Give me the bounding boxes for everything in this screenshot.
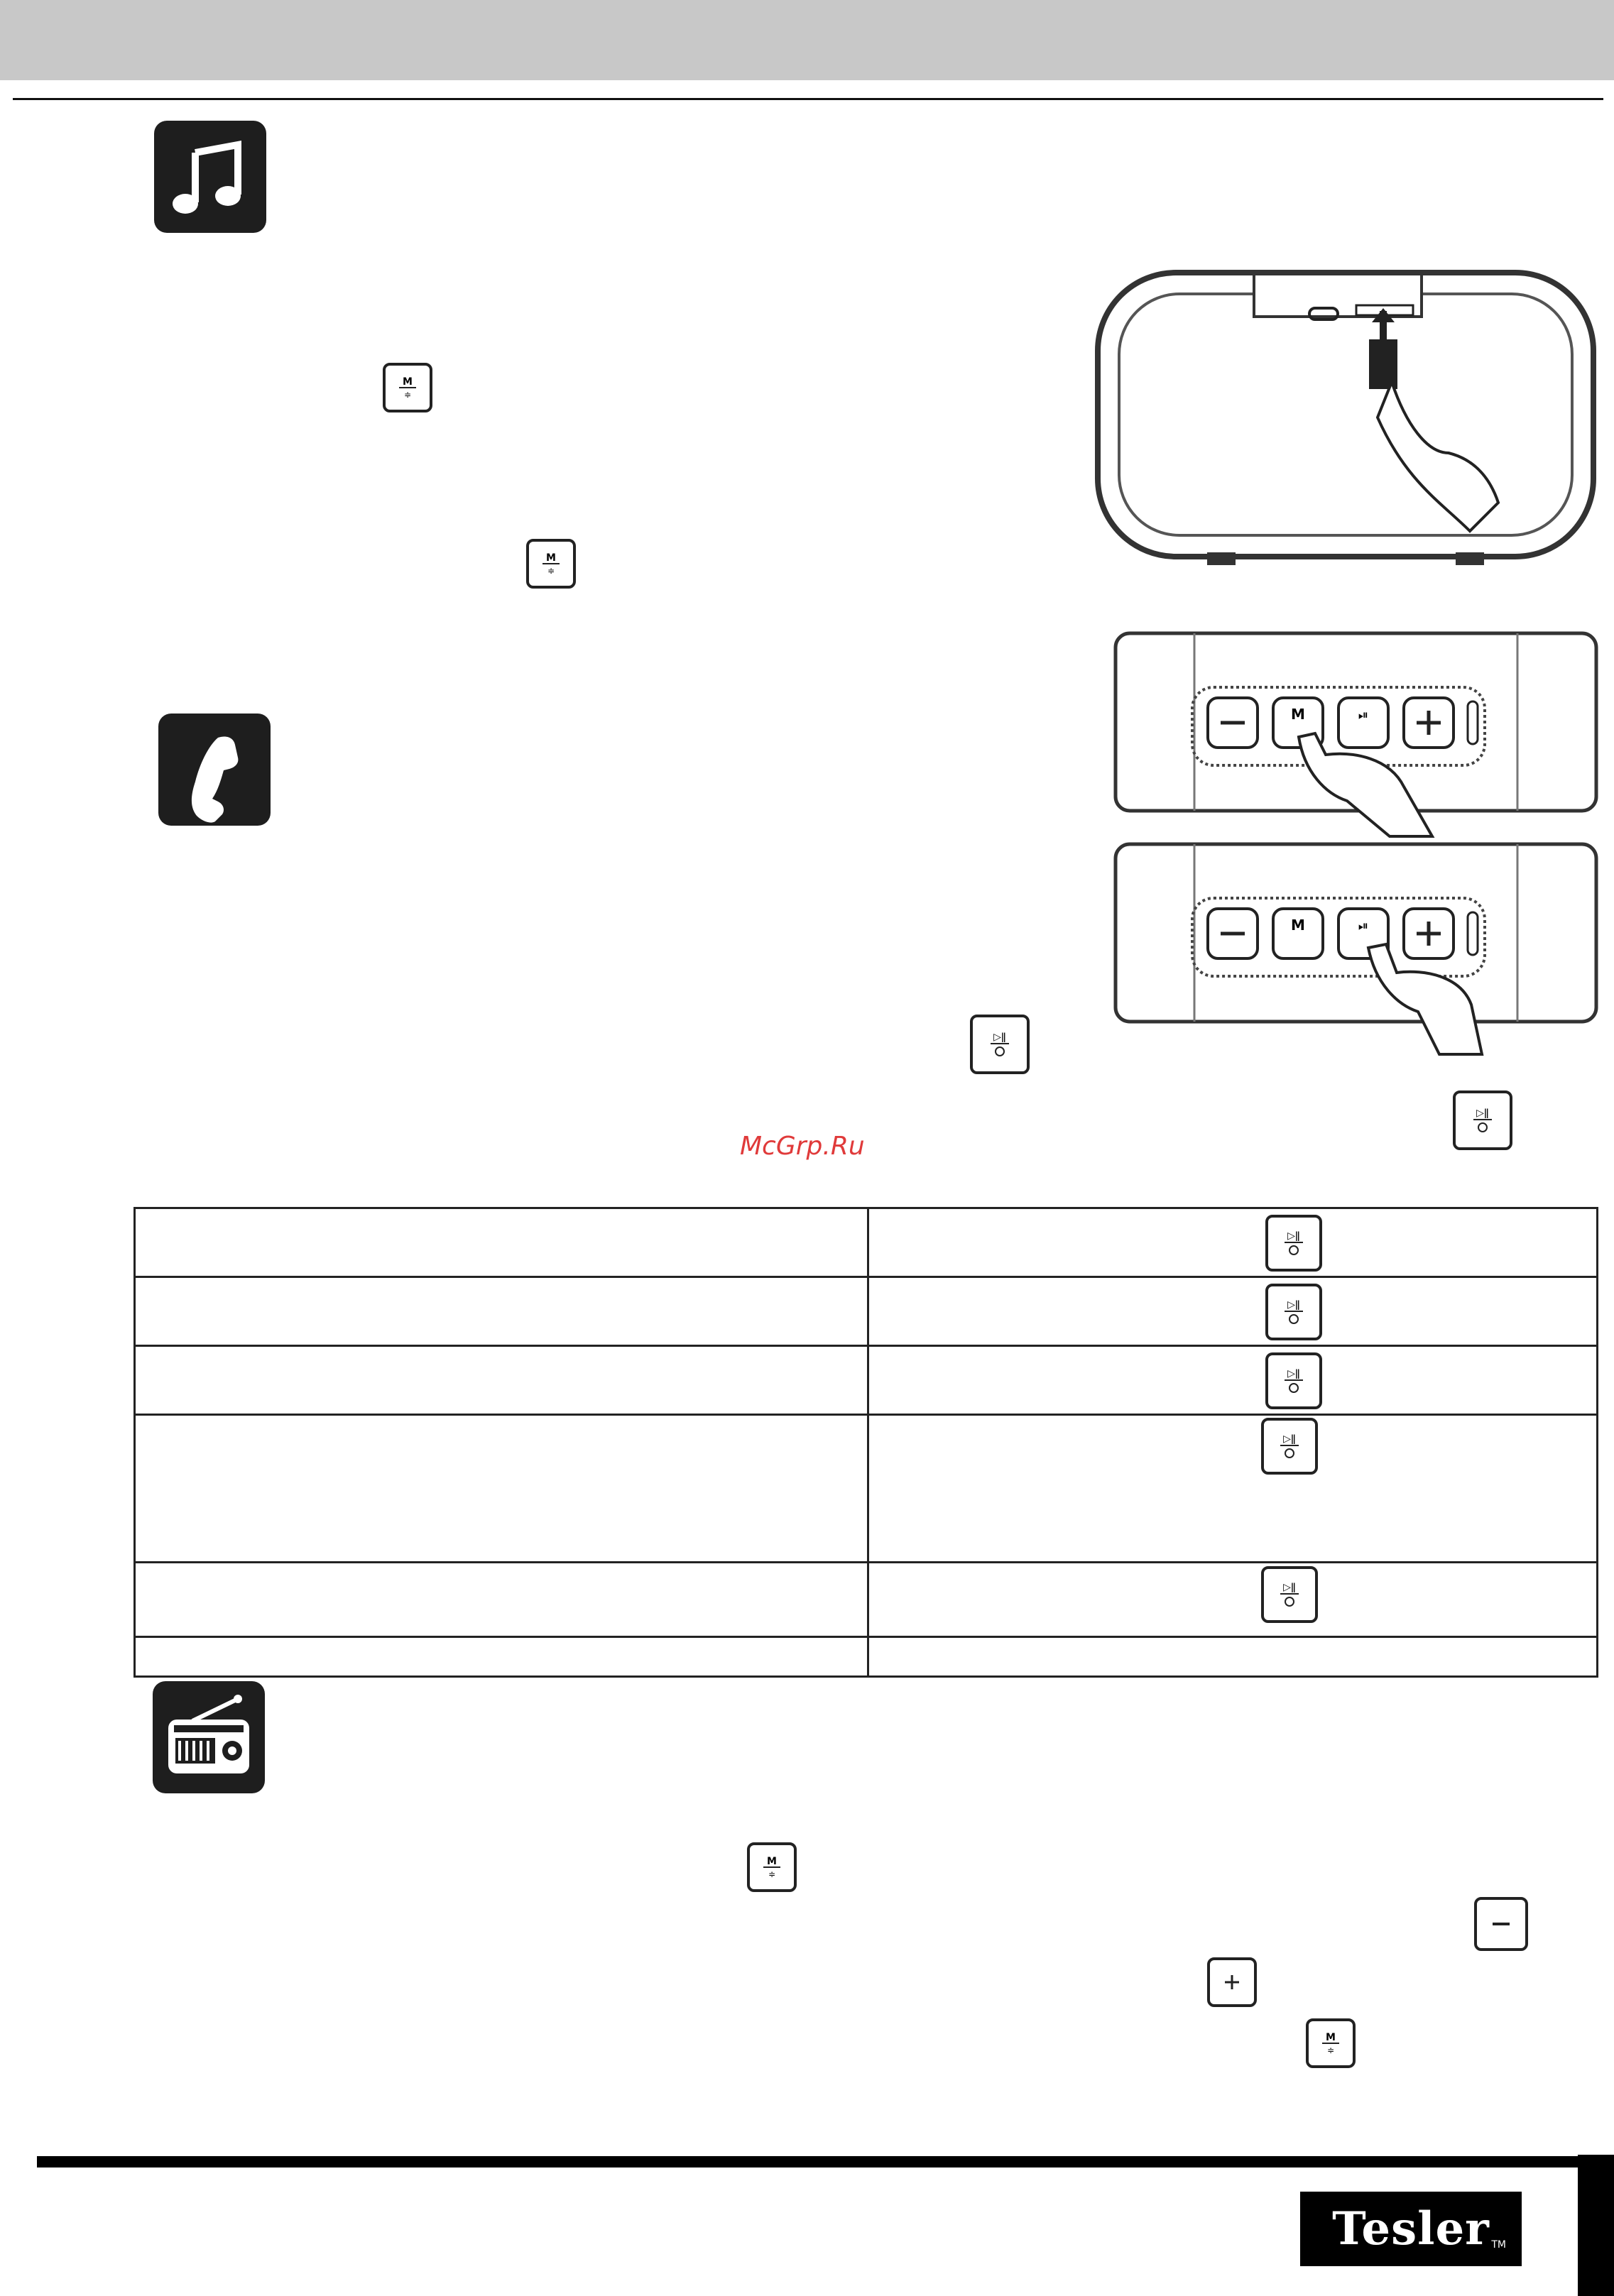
svg-text:M: M: [403, 376, 413, 388]
svg-text:⏯: ⏯: [1358, 708, 1369, 723]
svg-text:▷ǁ: ▷ǁ: [993, 1032, 1006, 1043]
svg-text:≑: ≑: [403, 390, 412, 400]
watermark: McGrp.Ru: [740, 1132, 865, 1161]
speaker-front-mode-illustration: [1113, 630, 1599, 843]
svg-text:M: M: [1291, 917, 1305, 934]
table-cell-button: [868, 1637, 1598, 1677]
play-pause-button-icon: [1265, 1352, 1322, 1409]
table-cell-button: [868, 1277, 1598, 1346]
svg-text:M: M: [546, 552, 556, 564]
svg-text:M: M: [1326, 2032, 1336, 2043]
svg-text:▷ǁ: ▷ǁ: [1283, 1582, 1296, 1593]
table-cell-action: [135, 1415, 868, 1563]
svg-text:≑: ≑: [1326, 2045, 1335, 2055]
table-row: [135, 1563, 1598, 1637]
svg-text:⏯: ⏯: [1358, 919, 1369, 934]
table-cell-button: [868, 1208, 1598, 1277]
svg-text:▷ǁ: ▷ǁ: [1283, 1433, 1296, 1445]
svg-text:▷ǁ: ▷ǁ: [1287, 1299, 1300, 1311]
logo-tm: TM: [1491, 2239, 1506, 2251]
table-row: [135, 1208, 1598, 1277]
logo-text: Tesler: [1332, 2202, 1490, 2256]
table-cell-action: [135, 1637, 868, 1677]
svg-text:M: M: [1291, 706, 1305, 723]
play-pause-button-icon: [1453, 1090, 1512, 1150]
table-cell-button: [868, 1415, 1598, 1563]
svg-text:▷ǁ: ▷ǁ: [1476, 1108, 1489, 1119]
table-row: [135, 1637, 1598, 1677]
mode-button-icon: [1306, 2018, 1356, 2068]
svg-text:▷ǁ: ▷ǁ: [1287, 1230, 1300, 1242]
table-cell-action: [135, 1346, 868, 1415]
music-note-icon: [154, 121, 266, 233]
table-cell-button: [868, 1346, 1598, 1415]
svg-text:▷ǁ: ▷ǁ: [1287, 1368, 1300, 1379]
phone-handset-icon: [158, 714, 271, 826]
speaker-card-slot-illustration: [1094, 268, 1598, 574]
header-rule: [13, 98, 1603, 100]
table-cell-action: [135, 1563, 868, 1637]
minus-button-icon: [1474, 1897, 1528, 1951]
table-cell-action: [135, 1277, 868, 1346]
table-row: [135, 1277, 1598, 1346]
svg-text:M: M: [767, 1856, 777, 1867]
plus-button-icon: [1207, 1957, 1257, 2007]
radio-icon: [153, 1681, 265, 1793]
mode-button-icon: [526, 539, 576, 589]
table-cell-action: [135, 1208, 868, 1277]
header-band: [0, 0, 1614, 80]
svg-text:≑: ≑: [547, 566, 555, 576]
table-row: [135, 1415, 1598, 1563]
table-cell-button: [868, 1563, 1598, 1637]
play-pause-button-icon: [970, 1015, 1030, 1074]
table-row: [135, 1346, 1598, 1415]
call-functions-table: [133, 1207, 1598, 1678]
play-pause-button-icon: [1265, 1284, 1322, 1340]
svg-text:≑: ≑: [768, 1869, 776, 1879]
play-pause-button-icon: [1265, 1215, 1322, 1272]
play-pause-button-icon: [1261, 1418, 1318, 1475]
footer-rule: [37, 2156, 1578, 2167]
play-pause-button-icon: [1261, 1566, 1318, 1623]
page-side-tab: [1578, 2155, 1614, 2296]
tesler-logo: [1300, 2192, 1522, 2266]
speaker-front-play-illustration: [1113, 841, 1599, 1061]
mode-button-icon: [747, 1842, 797, 1892]
mode-button-icon: [383, 363, 432, 412]
